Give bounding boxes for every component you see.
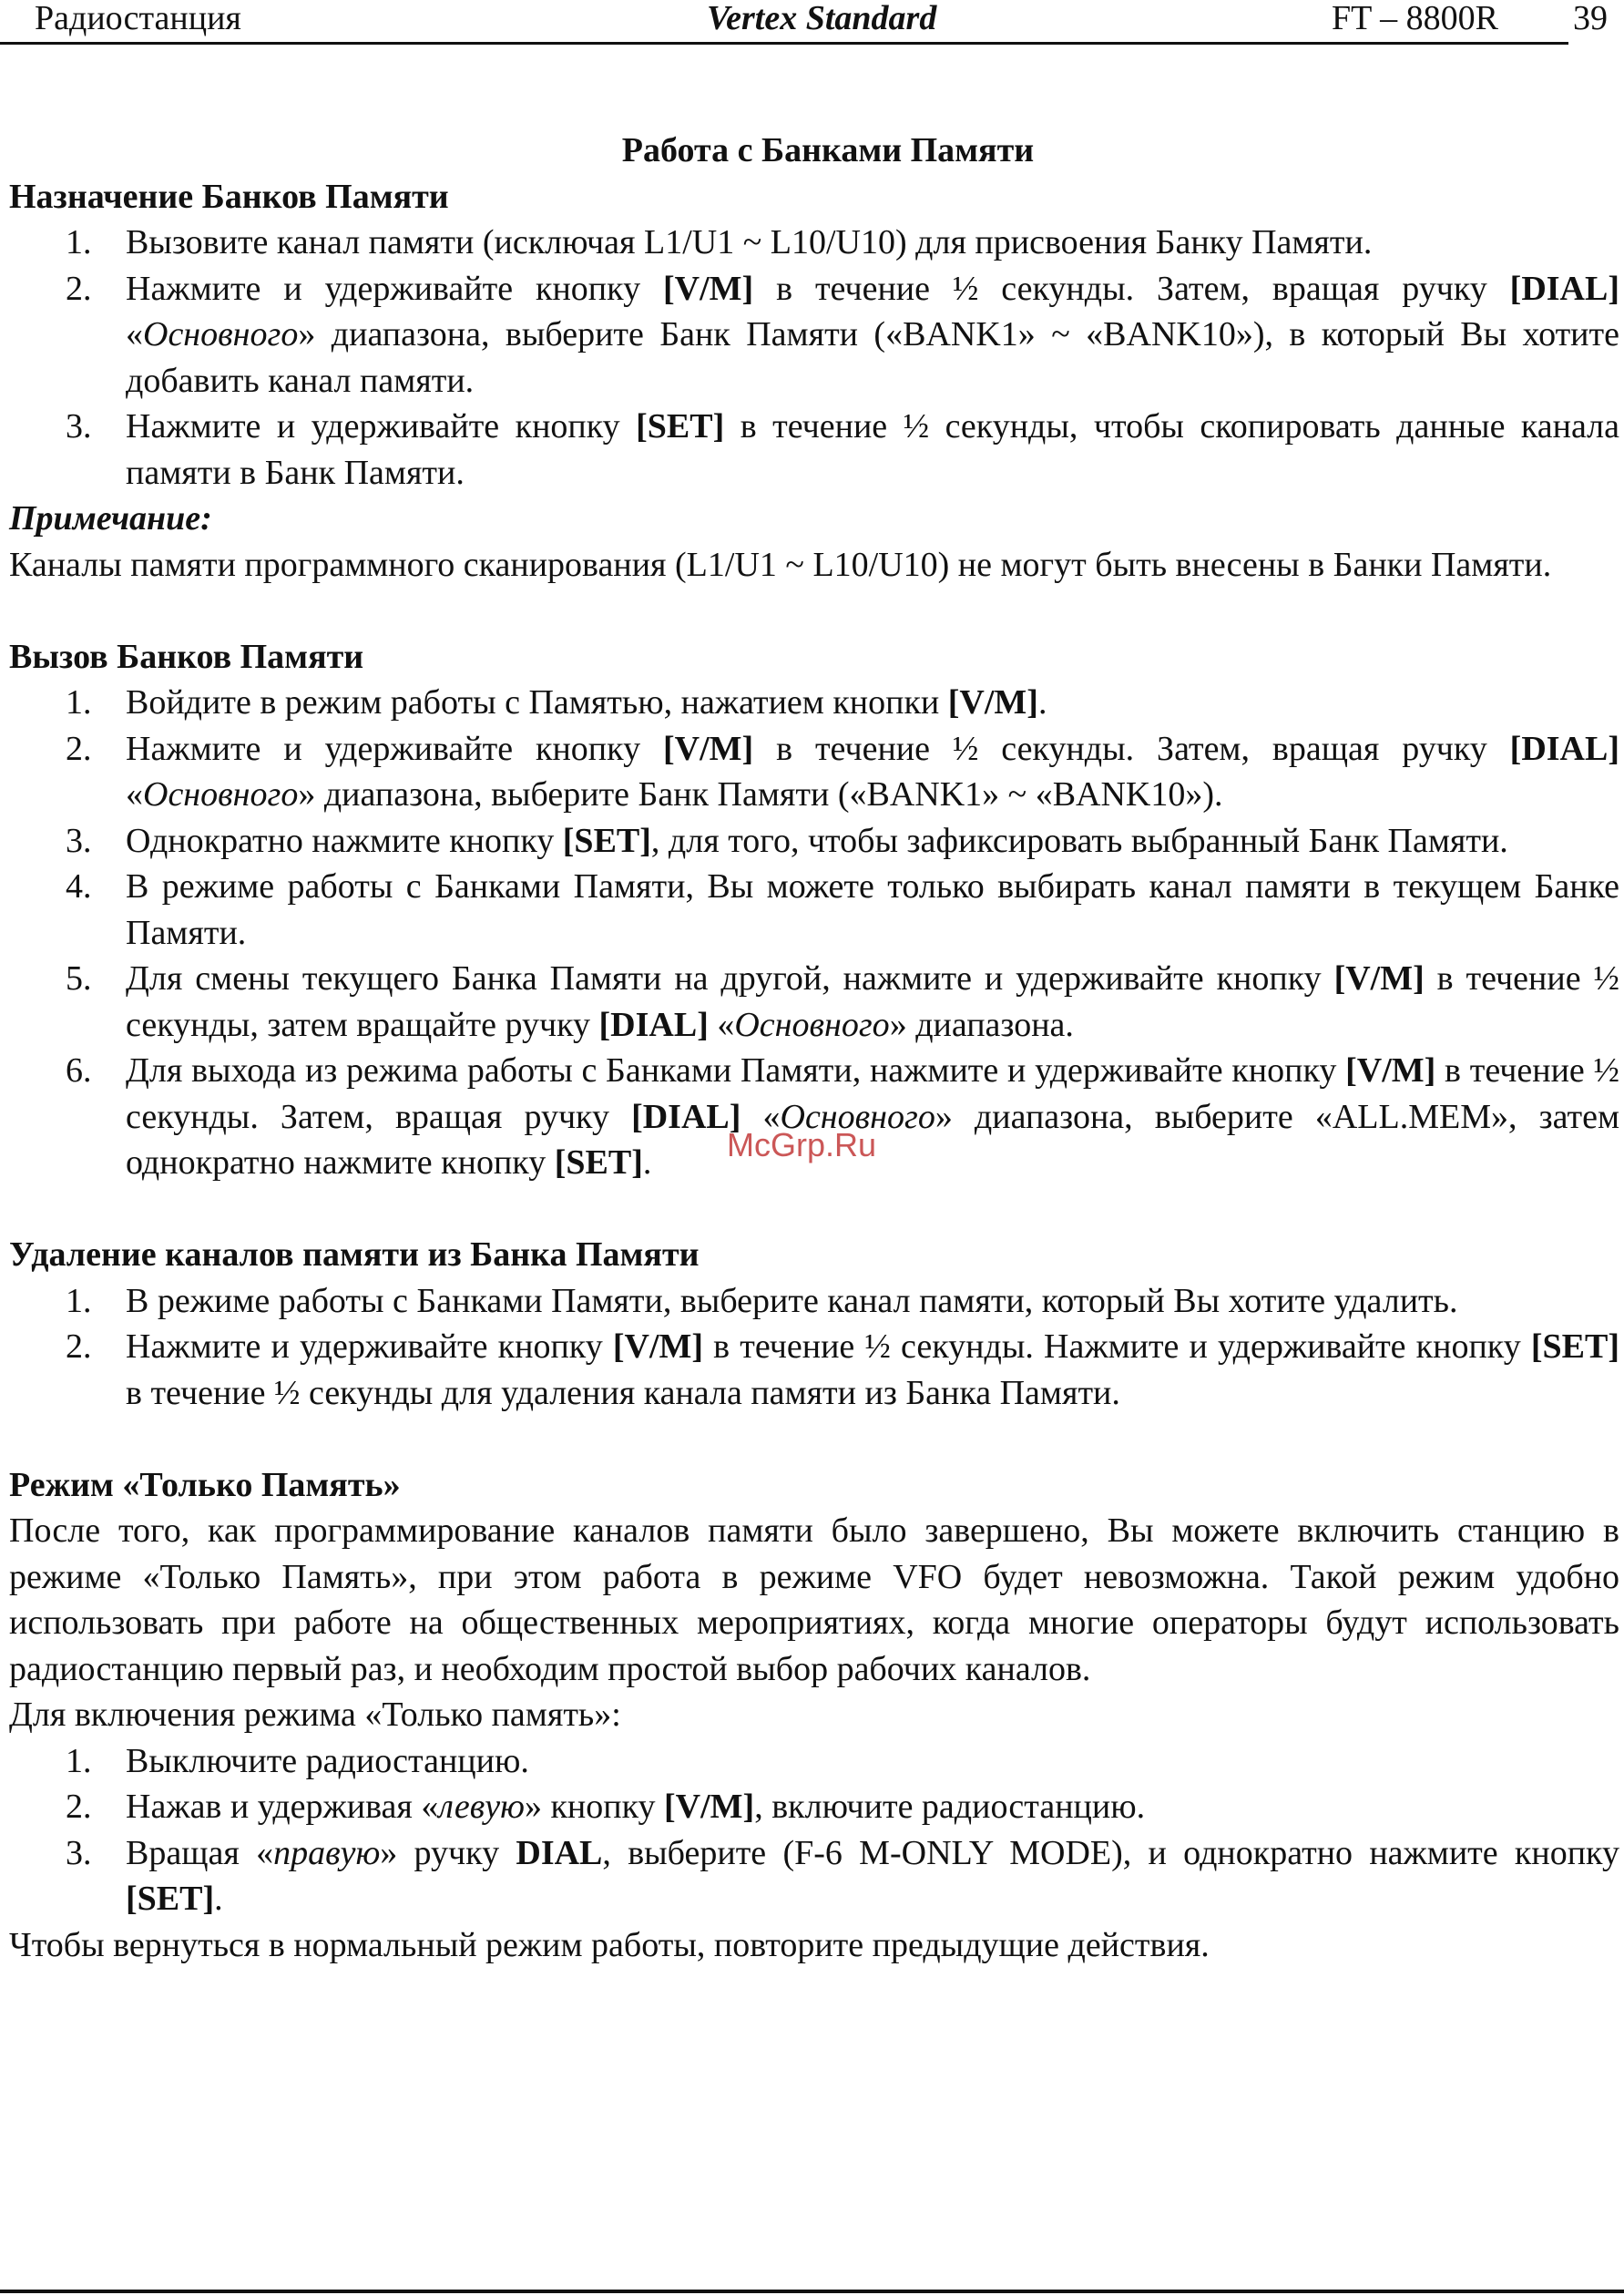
step-text: Войдите в режим работы с Памятью, нажатием кнопки	[126, 683, 948, 722]
page-title: Работа с Банками Памяти	[621, 131, 1035, 169]
section-heading-memory-only: Режим «Только Память»	[9, 1465, 401, 1504]
key-dial: [DIAL]	[631, 1097, 741, 1136]
key-set: [SET]	[1530, 1327, 1619, 1366]
page-content	[9, 128, 1619, 1968]
list-item	[9, 1738, 1619, 1785]
emphasis: Основного	[780, 1097, 935, 1136]
section-heading-assign-banks: Назначение Банков Памяти	[9, 177, 449, 216]
key-set: [SET]	[554, 1143, 643, 1182]
step-text: Для смены текущего Банка Памяти на другой, нажмите и удерживайте кнопку	[126, 959, 1334, 998]
step-text: в течение ½ секунды. Нажмите и удерживайте кнопку	[703, 1327, 1531, 1366]
list-item	[9, 818, 1619, 865]
step-text: » ручку	[380, 1833, 516, 1872]
step-text: » диапазона, выберите Банк Памяти («BANK1» ~ «BANK10»).	[298, 775, 1223, 814]
key-vm: [V/M]	[662, 729, 754, 768]
key-set: [SET]	[636, 407, 725, 446]
step-text: В режиме работы с Банками Памяти, Вы можете только выбирать канал памяти в текущем Банке Памяти.	[126, 867, 1619, 952]
list-item	[9, 220, 1619, 266]
key-dial: [DIAL]	[598, 1005, 709, 1044]
list-item	[9, 1830, 1619, 1922]
list-item	[9, 1324, 1619, 1416]
key-dial: [DIAL]	[1509, 269, 1619, 308]
step-text: В режиме работы с Банками Памяти, выберите канал памяти, который Вы хотите удалить.	[126, 1281, 1458, 1320]
list-number: 1.	[66, 1281, 92, 1320]
key-dial: DIAL	[516, 1833, 603, 1872]
list-number: 1.	[66, 683, 92, 722]
step-text: Однократно нажмите кнопку	[126, 821, 563, 860]
emphasis: левую	[438, 1788, 525, 1826]
step-text: , выберите (F-6 M-ONLY MODE), и однократно нажмите кнопку	[602, 1833, 1619, 1872]
header-brand: Vertex Standard	[707, 0, 937, 37]
step-text: » кнопку	[524, 1788, 665, 1826]
list-number: 3.	[66, 407, 92, 446]
watermark-logo: McGrp.Ru	[727, 1126, 877, 1163]
list-number: 3.	[66, 1833, 92, 1872]
step-text: .	[214, 1880, 223, 1918]
step-text: Выключите радиостанцию.	[126, 1741, 529, 1780]
step-text: Вызовите канал памяти (исключая L1/U1 ~ L10/U10) для присвоения Банку Памяти.	[126, 223, 1373, 261]
memory-only-outro: Чтобы вернуться в нормальный режим работы, повторите предыдущие действия.	[9, 1925, 1210, 1964]
step-text: Для выхода из режима работы с Банками Памяти, нажмите и удерживайте кнопку	[126, 1051, 1346, 1090]
step-text: в течение ½ секунды. Затем, вращая ручку	[753, 729, 1510, 768]
step-text: Нажмите и удерживайте кнопку	[126, 729, 663, 768]
spacer	[9, 588, 1619, 634]
recall-banks-steps	[9, 680, 1619, 1186]
step-text: Нажмите и удерживайте кнопку	[126, 269, 663, 308]
key-set: [SET]	[562, 821, 651, 860]
assign-banks-steps	[9, 220, 1619, 496]
step-text: Нажав и удерживая «	[126, 1788, 439, 1826]
step-text: Вращая «	[126, 1833, 274, 1872]
footer-rule	[0, 2290, 1624, 2293]
key-vm: [V/M]	[1345, 1051, 1436, 1090]
list-item	[9, 1784, 1619, 1830]
step-text: в течение ½ секунды. Затем, вращая ручку	[126, 1051, 1619, 1136]
emphasis: Основного	[143, 775, 299, 814]
list-item	[9, 864, 1619, 956]
key-vm: [V/M]	[1333, 959, 1425, 998]
step-text: .	[642, 1143, 652, 1182]
note-label: Примечание:	[9, 499, 212, 538]
page-header	[0, 0, 1608, 45]
header-model: FT – 8800R	[1332, 0, 1499, 37]
step-text: Нажмите и удерживайте кнопку	[126, 1327, 613, 1366]
spacer	[9, 1416, 1619, 1462]
emphasis: правую	[273, 1833, 381, 1872]
step-text: Нажмите и удерживайте кнопку	[126, 407, 637, 446]
list-number: 3.	[66, 821, 92, 860]
key-vm: [V/M]	[664, 1788, 755, 1826]
list-number: 1.	[66, 223, 92, 261]
delete-channels-steps	[9, 1278, 1619, 1417]
key-vm: [V/M]	[612, 1327, 704, 1366]
key-set: [SET]	[126, 1880, 215, 1918]
memory-only-steps	[9, 1738, 1619, 1922]
key-vm: [V/M]	[947, 683, 1038, 722]
list-item	[9, 726, 1619, 818]
list-number: 2.	[66, 1327, 92, 1366]
list-item	[9, 404, 1619, 496]
list-number: 5.	[66, 959, 92, 998]
list-item	[9, 1048, 1619, 1186]
list-number: 2.	[66, 1788, 92, 1826]
step-text: «	[126, 315, 143, 353]
list-item	[9, 680, 1619, 726]
memory-only-intro: После того, как программирование каналов памяти было завершено, Вы можете включить станцию в режиме «Только Память», при этом работа в режиме VFO будет невозможна. Такой режим удобно использовать при работе на общественных мероприятиях, когда многие операторы будут использовать радиостанцию первый раз, и необходим простой выбор рабочих каналов.	[9, 1511, 1619, 1688]
section-heading-recall-banks: Вызов Банков Памяти	[9, 637, 364, 676]
key-dial: [DIAL]	[1509, 729, 1619, 768]
step-text: » диапазона, выберите «ALL.MEM», затем однократно нажмите кнопку	[126, 1097, 1619, 1182]
step-text: .	[1037, 683, 1047, 722]
emphasis: Основного	[143, 315, 299, 353]
step-text: » диапазона.	[889, 1005, 1074, 1044]
list-number: 2.	[66, 269, 92, 308]
list-number: 6.	[66, 1051, 92, 1090]
list-number: 1.	[66, 1741, 92, 1780]
page-number: 39	[1573, 0, 1608, 37]
step-text: в течение ½ секунды, чтобы скопировать данные канала памяти в Банк Памяти.	[126, 407, 1620, 492]
list-item	[9, 956, 1619, 1048]
step-text: , для того, чтобы зафиксировать выбранный Банк Памяти.	[650, 821, 1508, 860]
list-item	[9, 1278, 1619, 1325]
step-text: «	[708, 1005, 735, 1044]
memory-only-lead: Для включения режима «Только память»:	[9, 1696, 621, 1734]
step-text: » диапазона, выберите Банк Памяти («BANK1» ~ «BANK10»), в который Вы хотите добавить канал памяти.	[126, 315, 1619, 400]
step-text: «	[741, 1097, 781, 1136]
emphasis: Основного	[734, 1005, 890, 1044]
step-text: , включите радиостанцию.	[754, 1788, 1146, 1826]
list-number: 2.	[66, 729, 92, 768]
spacer	[9, 1186, 1619, 1233]
list-item	[9, 266, 1619, 405]
step-text: в течение ½ секунды. Затем, вращая ручку	[753, 269, 1510, 308]
step-text: в течение ½ секунды, затем вращайте ручку	[126, 959, 1619, 1044]
step-text: в течение ½ секунды для удаления канала памяти из Банка Памяти.	[126, 1373, 1120, 1412]
section-heading-delete-channels: Удаление каналов памяти из Банка Памяти	[9, 1235, 700, 1274]
key-vm: [V/M]	[662, 269, 754, 308]
step-text: «	[126, 775, 143, 814]
header-device-type: Радиостанция	[35, 0, 241, 37]
list-number: 4.	[66, 867, 92, 906]
note-text: Каналы памяти программного сканирования (L1/U1 ~ L10/U10) не могут быть внесены в Банки Памяти.	[9, 545, 1552, 584]
